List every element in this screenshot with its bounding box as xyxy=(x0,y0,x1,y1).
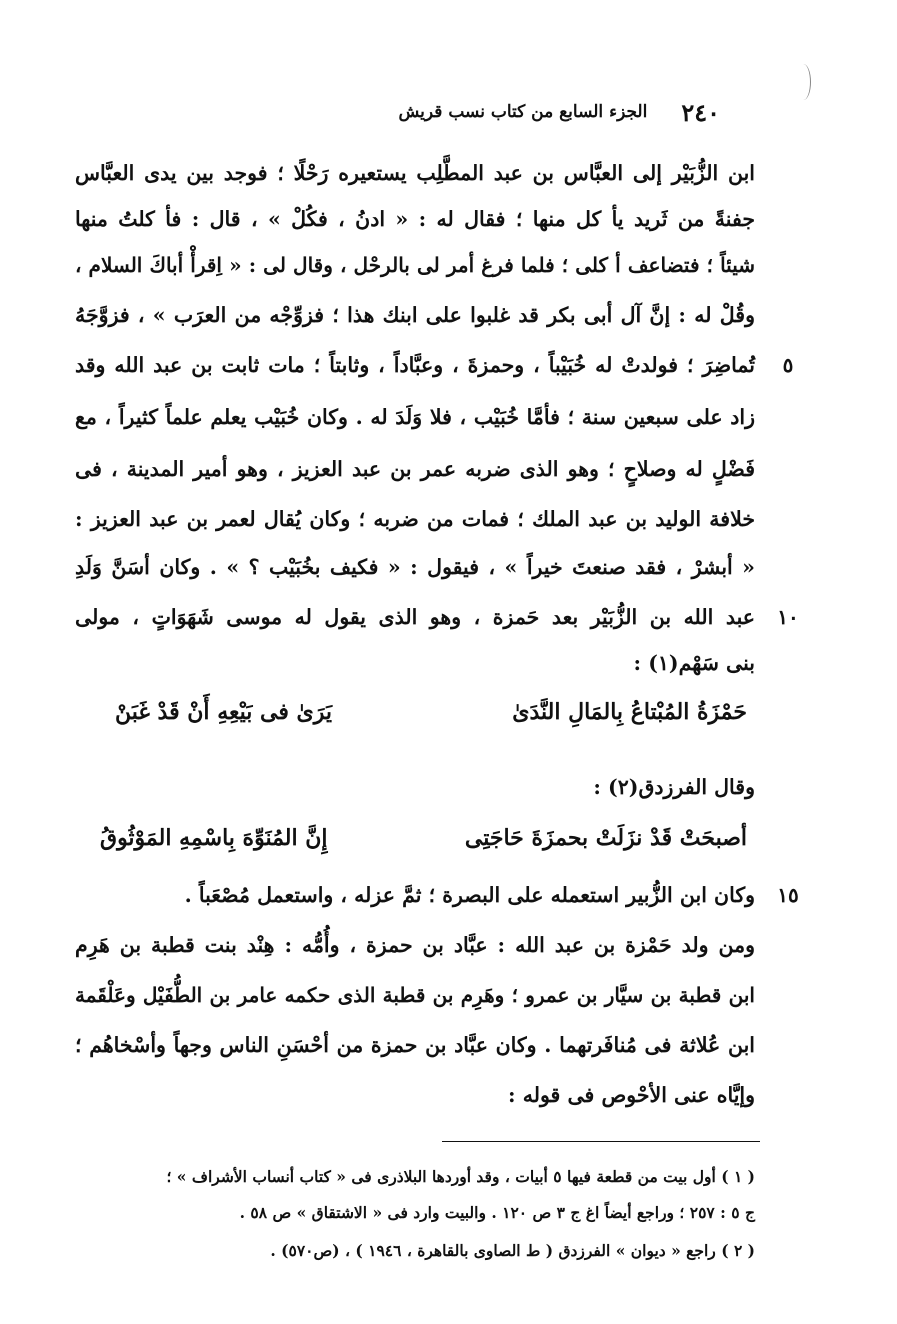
text-line: شيئاً ؛ فتضاعف أ كلى ؛ فلما فرغ أمر لى بالرحْل ، وقال لى : « اِقرأْ أباكَ السلام ، xyxy=(75,253,755,277)
footnote-line: ( ٢ ) راجع « ديوان » الفرزدق ( ط الصاوى بالقاهرة ، ١٩٤٦ ) ، (ص٥٧٠) . xyxy=(270,1241,755,1260)
footnote-divider xyxy=(442,1141,760,1142)
text-line: ومن ولد حَمْزة بن عبد الله : عبَّاد بن حمزة ، وأُمُّه : هِنْد بنت قطبة بن هَرِم xyxy=(75,933,755,957)
line-number: ١٥ xyxy=(777,883,799,907)
footnote-line: ج ٥ : ٢٥٧ ؛ وراجع أيضاً اغ ج ٣ ص ١٢٠ . والبيت وارد فى « الاشتقاق » ص ٥٨ . xyxy=(239,1203,755,1222)
text-line: تُماضِرَ ؛ فولدتْ له خُبَيْباً ، وحمزةَ ، وعبَّاداً ، وثابتاً ؛ مات ثابت بن عبد الله وقد xyxy=(75,353,755,377)
text-line: وقال الفرزدق(٢) : xyxy=(593,775,755,799)
text-line: وكان ابن الزُّبير استعمله على البصرة ؛ ثمَّ عزله ، واستعمل مُصْعَباً . xyxy=(184,883,755,907)
text-line: عبد الله بن الزُّبَيْر بعد حَمزة ، وهو الذى يقول له موسى شَهَوَاتٍ ، مولى xyxy=(75,605,755,629)
page-number: ٢٤٠ xyxy=(681,97,720,127)
text-line: وقُلْ له : إنَّ آل أبى بكر قد غلبوا على ابنك هذا ؛ فزوِّجْه من العرَب » ، فزوَّجَهُ xyxy=(75,303,755,327)
verse-hemistich-left: إِنَّ المُنَوِّهَ بِاسْمِهِ المَوْثُوقُ xyxy=(100,825,328,851)
text-line: بنى سَهْم(١) : xyxy=(633,651,755,675)
line-number: ١٠ xyxy=(777,605,799,629)
text-line: ابن قطبة بن سيَّار بن عمرو ؛ وهَرِم بن قطبة الذى حكمه عامر بن الطُّفَيْل وعَلْقَمة xyxy=(75,983,755,1007)
running-title: الجزء السابع من كتاب نسب قريش xyxy=(398,102,648,122)
verse-hemistich-right: حَمْزَةُ المُبْتاعُ بِالمَالِ النَّدَىٰ xyxy=(512,699,747,725)
text-line: ابن عُلاثة فى مُنافَرتهما . وكان عبَّاد بن حمزة من أحْسَنِ الناس وجهاً وأسْخاهُم ؛ xyxy=(75,1033,755,1057)
text-line: جفنةً من ثَريد يأ كل منها ؛ فقال له : « ادنُ ، فكُلْ » ، قال : فأ كلتُ منها xyxy=(75,207,755,231)
text-line: فَضْلٍ له وصلاحٍ ؛ وهو الذى ضربه عمر بن عبد العزيز ، وهو أمير المدينة ، فى xyxy=(75,457,755,481)
text-line: « أبشرْ ، فقد صنعتَ خيراً » ، فيقول : « فكيف بخُبَيْب ؟ » . وكان أسَنَّ وَلَدِ xyxy=(75,555,755,579)
line-number: ٥ xyxy=(782,353,794,377)
text-line: ابن الزُّبَيْر إلى العبَّاس بن عبد المطَّلِب يستعيره رَحْلًا ؛ فوجد بين يدى العبَّاس xyxy=(75,161,755,185)
verse-hemistich-right: أصبحَتْ قَدْ نزَلَتْ بحمزَةَ حَاجَتِى xyxy=(464,825,747,851)
page-header xyxy=(300,92,720,132)
verse-hemistich-left: يَرَىٰ فى بَيْعِهِ أَنْ قَدْ غَبَنْ xyxy=(115,699,333,725)
text-line: وإيَّاه عنى الأحْوص فى قوله : xyxy=(508,1083,755,1107)
margin-mark xyxy=(796,64,811,100)
text-line: خلافة الوليد بن عبد الملك ؛ فمات من ضربه ؛ وكان يُقال لعمر بن عبد العزيز : xyxy=(75,507,755,531)
text-line: زاد على سبعين سنة ؛ فأمَّا خُبَيْب ، فلا وَلَدَ له . وكان خُبَيْب يعلم علماً كثيراً ، مع xyxy=(75,405,755,429)
footnote-line: ( ١ ) أول بيت من قطعة فيها ٥ أبيات ، وقد أوردها البلاذرى فى « كتاب أنساب الأشراف » ؛ xyxy=(166,1167,755,1186)
